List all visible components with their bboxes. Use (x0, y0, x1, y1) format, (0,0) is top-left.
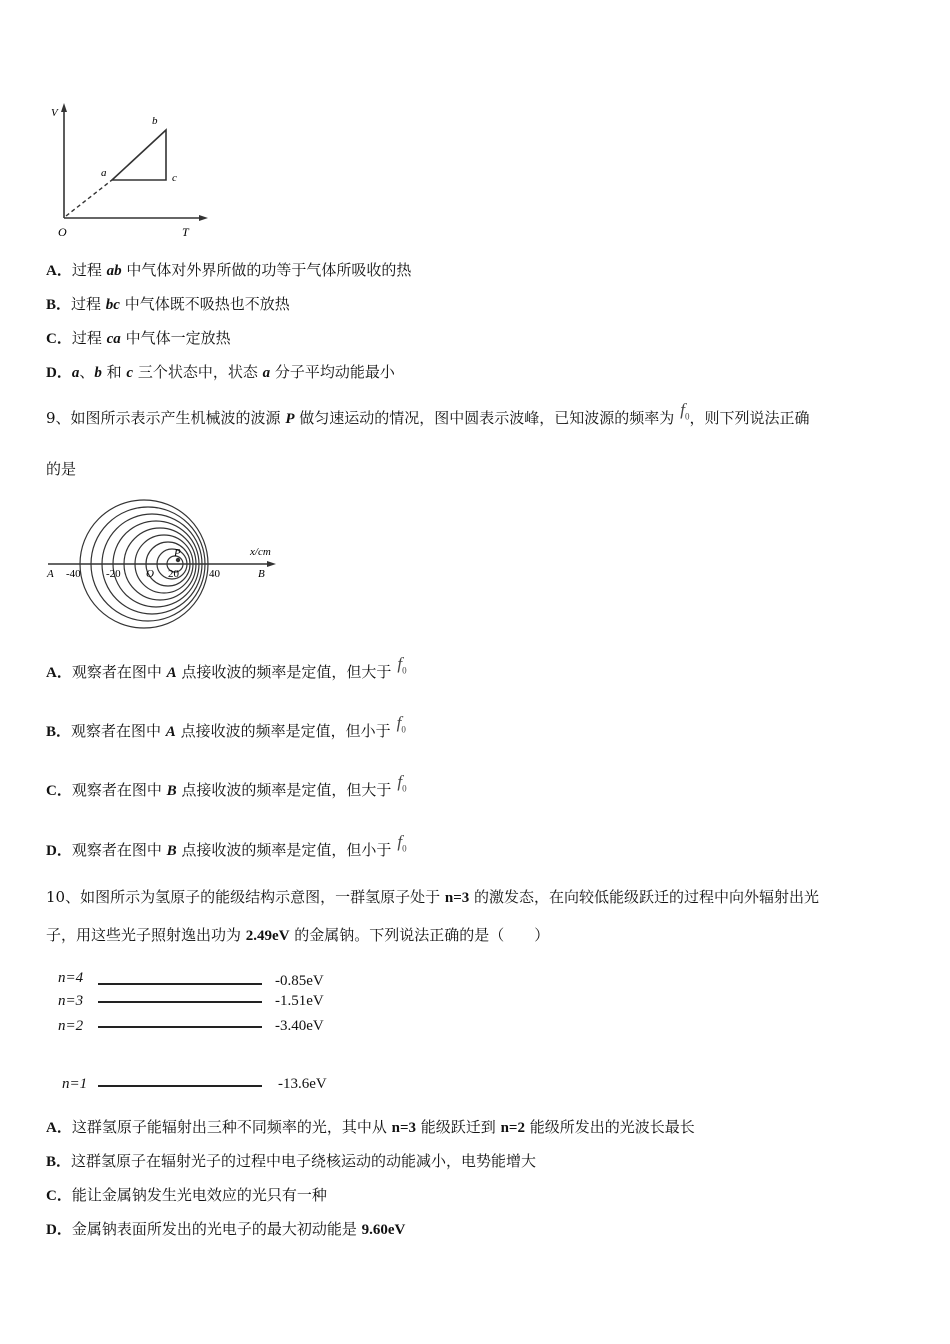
q9-option-c: C．观察者在图中 B 点接收波的频率是定值，但大于 $f_0$ (46, 772, 407, 799)
level-n2-label: n=2 (58, 1018, 84, 1034)
q9-option-b: B．观察者在图中 A 点接收波的频率是定值，但小于 $f_0$ (46, 713, 406, 740)
q8-option-a: A．过程 ab 中气体对外界所做的功等于气体所吸收的热 (46, 261, 412, 279)
f0-symbol: $f_0$ (680, 400, 690, 422)
f0-symbol: $f_0$ (397, 654, 407, 676)
q10-stem-line1: 10、如图所示为氢原子的能级结构示意图，一群氢原子处于 n=3 的激发态，在向较低能级跃迁的过程中向外辐射出光 (46, 888, 820, 906)
origin-label: O (58, 225, 67, 239)
vt-graph (44, 100, 214, 245)
q10-option-c: C．能让金属钠发生光电效应的光只有一种 (46, 1186, 327, 1204)
tick-label: -40 (66, 568, 81, 580)
level-n3-line (98, 1001, 262, 1003)
v-axis-label: V (51, 107, 58, 119)
tick-label: -20 (106, 568, 121, 580)
q8-option-b: B．过程 bc 中气体既不吸热也不放热 (46, 295, 290, 313)
doppler-figure (44, 492, 284, 634)
q9-option-d: D．观察者在图中 B 点接收波的频率是定值，但小于 $f_0$ (46, 832, 407, 859)
f0-symbol: $f_0$ (397, 772, 407, 794)
end-label-a: A (47, 568, 54, 580)
t-axis-label: T (182, 225, 189, 239)
q10-option-a: A．这群氢原子能辐射出三种不同频率的光，其中从 n=3 能级跃迁到 n=2 能级所发出的光波长最长 (46, 1118, 695, 1136)
level-n1-line (98, 1085, 262, 1087)
level-n4-label: n=4 (58, 970, 84, 986)
point-a-label: a (101, 167, 107, 179)
cycle-triangle (112, 130, 166, 180)
f0-symbol: $f_0$ (397, 832, 407, 854)
tick-label: 20 (168, 568, 179, 580)
level-n1-energy: -13.6eV (278, 1076, 327, 1092)
end-label-b: B (258, 568, 265, 580)
axis-unit-label: x/cm (250, 546, 271, 558)
x-axis-arrow (267, 561, 276, 567)
source-label: P (174, 547, 181, 559)
q10-stem-line2: 子，用这些光子照射逸出功为 2.49eV 的金属钠。下列说法正确的是（ ） (46, 926, 550, 944)
q10-option-d: D．金属钠表面所发出的光电子的最大初动能是 9.60eV (46, 1220, 406, 1238)
q9-stem-line1: 9、如图所示表示产生机械波的波源 P 做匀速运动的情况，图中圆表示波峰，已知波源的频率为 $f_0$，则下列说法正确 (46, 400, 810, 427)
t-axis-arrow (199, 215, 208, 221)
level-n3-energy: -1.51eV (275, 993, 324, 1009)
v-axis-arrow (61, 103, 67, 112)
point-b-label: b (152, 115, 158, 127)
level-n3-label: n=3 (58, 993, 84, 1009)
level-n4-line (98, 983, 262, 985)
f0-symbol: $f_0$ (396, 713, 406, 735)
q8-option-d: D．a、b 和 c 三个状态中，状态 a 分子平均动能最小 (46, 363, 395, 381)
point-c-label: c (172, 172, 177, 184)
tick-label: 40 (209, 568, 220, 580)
q9-stem-line2: 的是 (46, 460, 77, 478)
level-n2-energy: -3.40eV (275, 1018, 324, 1034)
q9-option-a: A．观察者在图中 A 点接收波的频率是定值，但大于 $f_0$ (46, 654, 407, 681)
level-n4-energy: -0.85eV (275, 973, 324, 989)
tick-label: O (146, 568, 154, 580)
dashed-extension (66, 180, 112, 216)
q10-option-b: B．这群氢原子在辐射光子的过程中电子绕核运动的动能减小，电势能增大 (46, 1152, 537, 1170)
level-n1-label: n=1 (62, 1076, 88, 1092)
q8-option-c: C．过程 ca 中气体一定放热 (46, 329, 231, 347)
level-n2-line (98, 1026, 262, 1028)
